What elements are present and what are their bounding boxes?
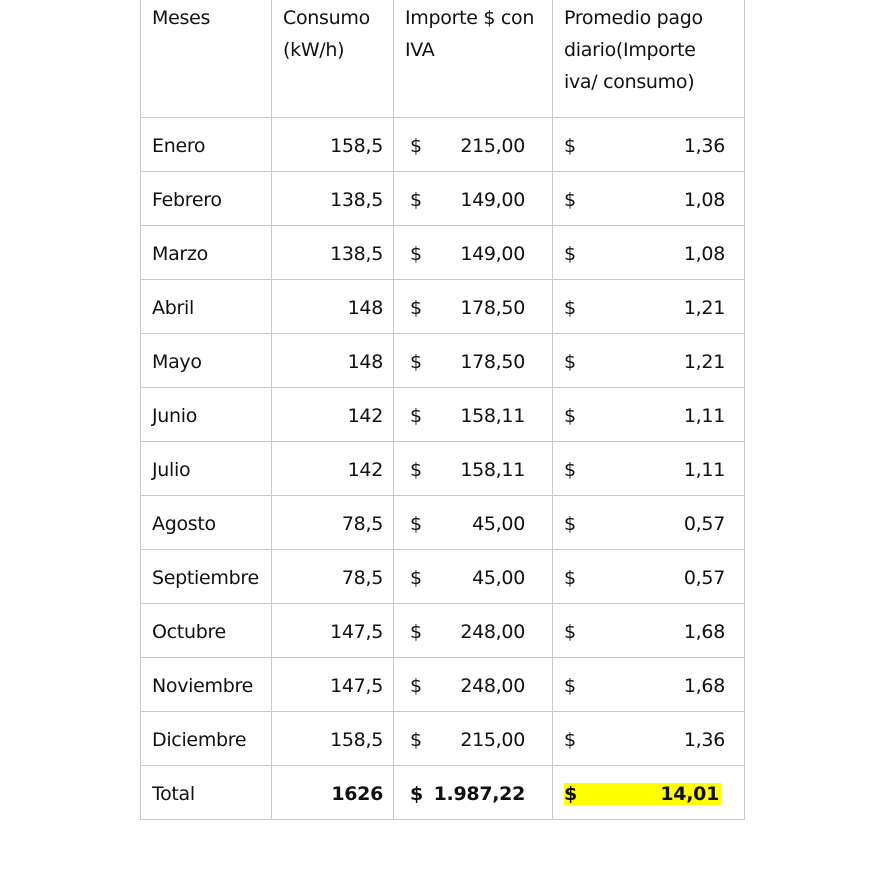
total-amount: 1.987,22 <box>433 783 525 805</box>
total-amount-cell <box>394 766 553 820</box>
month-cell <box>141 226 272 280</box>
consumption-value: 158,5 <box>330 729 383 751</box>
consumption-value: 138,5 <box>330 189 383 211</box>
amount-value: 178,50 <box>460 297 525 319</box>
table-row <box>141 442 745 496</box>
consumption-value: 142 <box>347 459 383 481</box>
consumption-value: 147,5 <box>330 621 383 643</box>
table-row <box>141 604 745 658</box>
consumption-value: 148 <box>347 351 383 373</box>
currency-symbol: $ <box>564 459 576 481</box>
total-average: 14,01 <box>660 783 719 805</box>
currency-symbol: $ <box>410 189 422 211</box>
consumption-cell <box>272 226 394 280</box>
table-body <box>141 118 745 766</box>
average-value: 1,68 <box>683 621 725 643</box>
consumption-value: 147,5 <box>330 675 383 697</box>
header-amount: Importe $ con IVA <box>394 0 553 118</box>
table-row <box>141 496 745 550</box>
currency-symbol: $ <box>410 729 422 751</box>
currency-symbol: $ <box>564 567 576 589</box>
amount-cell <box>394 388 553 442</box>
amount-cell <box>394 226 553 280</box>
month-name: Mayo <box>152 351 202 373</box>
total-average-cell <box>553 766 745 820</box>
month-name: Octubre <box>152 621 226 643</box>
table-row <box>141 550 745 604</box>
consumption-value: 138,5 <box>330 243 383 265</box>
average-value: 0,57 <box>683 567 725 589</box>
average-value: 1,21 <box>683 297 725 319</box>
average-value: 1,21 <box>683 351 725 373</box>
consumption-cell <box>272 118 394 172</box>
average-cell <box>553 712 745 766</box>
currency-symbol: $ <box>564 675 576 697</box>
amount-value: 178,50 <box>460 351 525 373</box>
month-name: Julio <box>152 459 191 481</box>
consumption-cell <box>272 280 394 334</box>
table-row <box>141 388 745 442</box>
month-name: Abril <box>152 297 194 319</box>
average-cell <box>553 280 745 334</box>
currency-symbol: $ <box>564 621 576 643</box>
amount-cell <box>394 496 553 550</box>
month-name: Septiembre <box>152 567 259 589</box>
amount-value: 149,00 <box>460 243 525 265</box>
consumption-value: 158,5 <box>330 135 383 157</box>
amount-value: 215,00 <box>460 135 525 157</box>
amount-value: 215,00 <box>460 729 525 751</box>
consumption-cell <box>272 442 394 496</box>
consumption-cell <box>272 496 394 550</box>
month-name: Marzo <box>152 243 208 265</box>
header-average: Promedio pago diario(Importe iva/ consumo) <box>553 0 745 118</box>
month-cell <box>141 496 272 550</box>
table-row <box>141 712 745 766</box>
currency-symbol: $ <box>564 405 576 427</box>
currency-symbol: $ <box>564 189 576 211</box>
currency-symbol: $ <box>410 513 422 535</box>
currency-symbol: $ <box>564 729 576 751</box>
total-row <box>141 766 745 820</box>
month-name: Junio <box>152 405 198 427</box>
total-consumption-cell <box>272 766 394 820</box>
month-name: Noviembre <box>152 675 254 697</box>
currency-symbol: $ <box>410 675 422 697</box>
currency-symbol: $ <box>564 351 576 373</box>
amount-cell <box>394 334 553 388</box>
total-consumption: 1626 <box>331 783 383 805</box>
table-row <box>141 172 745 226</box>
consumption-cell <box>272 172 394 226</box>
amount-value: 158,11 <box>460 405 525 427</box>
header-consumption: Consumo (kW/h) <box>272 0 394 118</box>
average-cell <box>553 604 745 658</box>
amount-value: 45,00 <box>472 567 525 589</box>
amount-cell <box>394 604 553 658</box>
amount-cell <box>394 712 553 766</box>
month-cell <box>141 442 272 496</box>
amount-value: 45,00 <box>472 513 525 535</box>
amount-value: 248,00 <box>460 621 525 643</box>
currency-symbol: $ <box>410 567 422 589</box>
month-cell <box>141 658 272 712</box>
currency-symbol: $ <box>410 621 422 643</box>
amount-cell <box>394 280 553 334</box>
amount-cell <box>394 550 553 604</box>
average-cell <box>553 226 745 280</box>
consumption-value: 142 <box>347 405 383 427</box>
consumption-cell <box>272 388 394 442</box>
month-cell <box>141 712 272 766</box>
amount-value: 158,11 <box>460 459 525 481</box>
month-name: Agosto <box>152 513 216 535</box>
currency-symbol: $ <box>564 783 577 805</box>
average-cell <box>553 550 745 604</box>
month-name: Diciembre <box>152 729 247 751</box>
month-cell <box>141 604 272 658</box>
table-row <box>141 280 745 334</box>
average-cell <box>553 442 745 496</box>
month-cell <box>141 388 272 442</box>
month-name: Febrero <box>152 189 222 211</box>
average-cell <box>553 388 745 442</box>
month-cell <box>141 280 272 334</box>
average-value: 1,08 <box>683 189 725 211</box>
month-cell <box>141 172 272 226</box>
month-cell <box>141 118 272 172</box>
currency-symbol: $ <box>564 135 576 157</box>
average-value: 1,68 <box>683 675 725 697</box>
energy-consumption-table <box>140 0 745 820</box>
highlighted-total-average <box>564 783 721 805</box>
consumption-value: 78,5 <box>341 513 383 535</box>
amount-cell <box>394 118 553 172</box>
table-row <box>141 334 745 388</box>
total-label: Total <box>152 783 195 805</box>
month-name: Enero <box>152 135 206 157</box>
currency-symbol: $ <box>410 783 423 805</box>
currency-symbol: $ <box>564 297 576 319</box>
currency-symbol: $ <box>564 513 576 535</box>
currency-symbol: $ <box>564 243 576 265</box>
consumption-cell <box>272 658 394 712</box>
consumption-value: 78,5 <box>341 567 383 589</box>
average-value: 1,08 <box>683 243 725 265</box>
amount-cell <box>394 442 553 496</box>
header-row <box>141 0 745 118</box>
average-value: 1,36 <box>683 135 725 157</box>
average-cell <box>553 334 745 388</box>
amount-value: 149,00 <box>460 189 525 211</box>
consumption-value: 148 <box>347 297 383 319</box>
average-cell <box>553 496 745 550</box>
average-value: 1,11 <box>683 459 725 481</box>
average-value: 0,57 <box>683 513 725 535</box>
month-cell <box>141 550 272 604</box>
header-month: Meses <box>141 0 272 118</box>
consumption-cell <box>272 604 394 658</box>
consumption-cell <box>272 712 394 766</box>
amount-cell <box>394 172 553 226</box>
currency-symbol: $ <box>410 297 422 319</box>
average-value: 1,36 <box>683 729 725 751</box>
currency-symbol: $ <box>410 351 422 373</box>
average-value: 1,11 <box>683 405 725 427</box>
consumption-cell <box>272 334 394 388</box>
month-cell <box>141 334 272 388</box>
total-label-cell <box>141 766 272 820</box>
average-cell <box>553 172 745 226</box>
currency-symbol: $ <box>410 405 422 427</box>
currency-symbol: $ <box>410 459 422 481</box>
consumption-cell <box>272 550 394 604</box>
table-row <box>141 118 745 172</box>
amount-value: 248,00 <box>460 675 525 697</box>
amount-cell <box>394 658 553 712</box>
table-row <box>141 658 745 712</box>
currency-symbol: $ <box>410 135 422 157</box>
average-cell <box>553 658 745 712</box>
table-row <box>141 226 745 280</box>
average-cell <box>553 118 745 172</box>
currency-symbol: $ <box>410 243 422 265</box>
